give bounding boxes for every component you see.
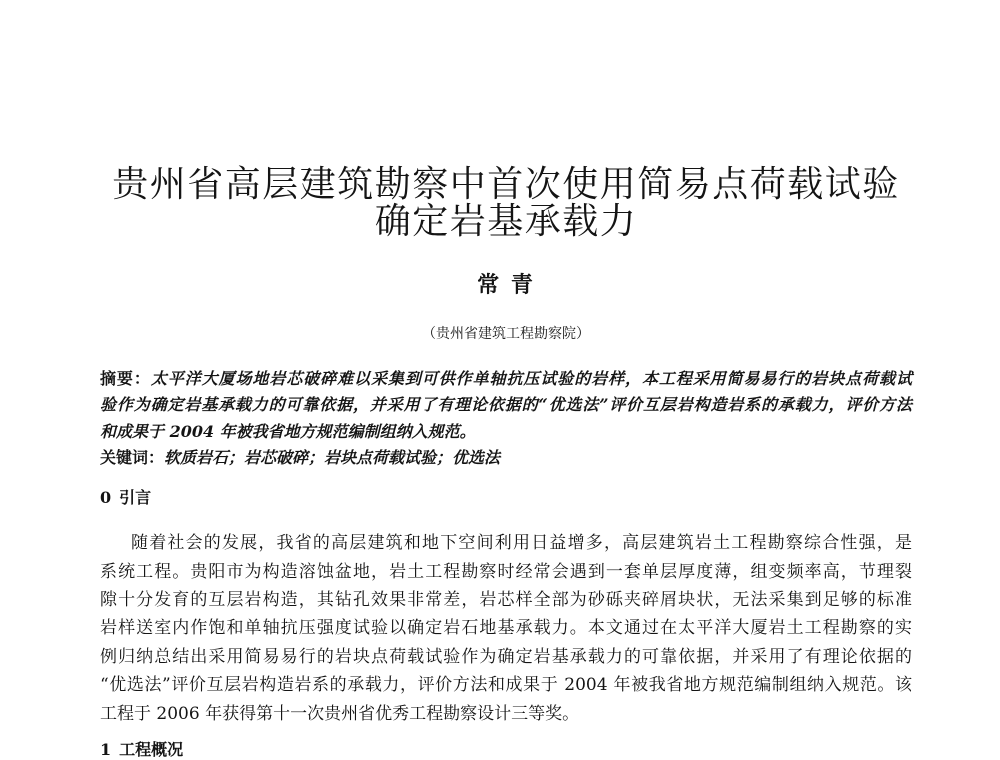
- abstract-label: 摘要：: [100, 369, 151, 388]
- paragraph-line: 例归纳总结出采用简易易行的岩块点荷载试验作为确定岩基承载力的可靠依据，并采用了有理论依据的: [100, 647, 912, 667]
- section-number: 0: [100, 488, 112, 507]
- abstract-line: 和成果于 2004 年被我省地方规范编制组纳入规范。: [100, 422, 476, 441]
- paragraph-line: 岩样送室内作饱和单轴抗压强度试验以确定岩石地基承载力。本文通过在太平洋大厦岩土工程勘察的实: [100, 618, 912, 638]
- paragraph-line: 工程于 2006 年获得第十一次贵州省优秀工程勘察设计三等奖。: [100, 704, 580, 724]
- author-affiliation: （贵州省建筑工程勘察院）: [422, 326, 590, 342]
- keywords-text: 软质岩石；岩芯破碎；岩块点荷载试验；优选法: [164, 448, 501, 467]
- keywords-line: [100, 448, 912, 468]
- section-title: 引言: [119, 488, 152, 507]
- paragraph-line: 随着社会的发展，我省的高层建筑和地下空间利用日益增多，高层建筑岩土工程勘察综合性强，是: [131, 533, 912, 553]
- paragraph-line: 系统工程。贵阳市为构造溶蚀盆地，岩土工程勘察时经常会遇到一套单层厚度薄，组变频率高，节理裂: [100, 562, 912, 582]
- section-heading-introduction: [100, 488, 912, 507]
- keywords-label: 关键词：: [100, 448, 165, 467]
- author-name: 常 青: [477, 272, 535, 298]
- paragraph-line: “优选法”评价互层岩构造岩系的承载力，评价方法和成果于 2004 年被我省地方规范编制组纳入规范。该: [100, 675, 912, 695]
- paper-title-line-2: 确定岩基承载力: [374, 201, 638, 242]
- abstract-line: [100, 369, 912, 389]
- abstract-line: 验作为确定岩基承载力的可靠依据，并采用了有理论依据的“优选法”评价互层岩构造岩系的承载力，评价方法: [100, 395, 912, 414]
- paragraph-line: 隙十分发育的互层岩构造，其钻孔效果非常差，岩芯样全部为砂砾夹碎屑块状，无法采集到足够的标准: [100, 590, 912, 610]
- section-heading-project-overview: [100, 740, 912, 759]
- paper-title-line-1: 贵州省高层建筑勘察中首次使用简易点荷载试验: [112, 164, 900, 205]
- section-number: 1: [100, 740, 112, 759]
- abstract-text: 太平洋大厦场地岩芯破碎难以采集到可供作单轴抗压试验的岩样，本工程采用简易易行的岩块点荷载试: [150, 369, 912, 388]
- section-title: 工程概况: [119, 740, 184, 759]
